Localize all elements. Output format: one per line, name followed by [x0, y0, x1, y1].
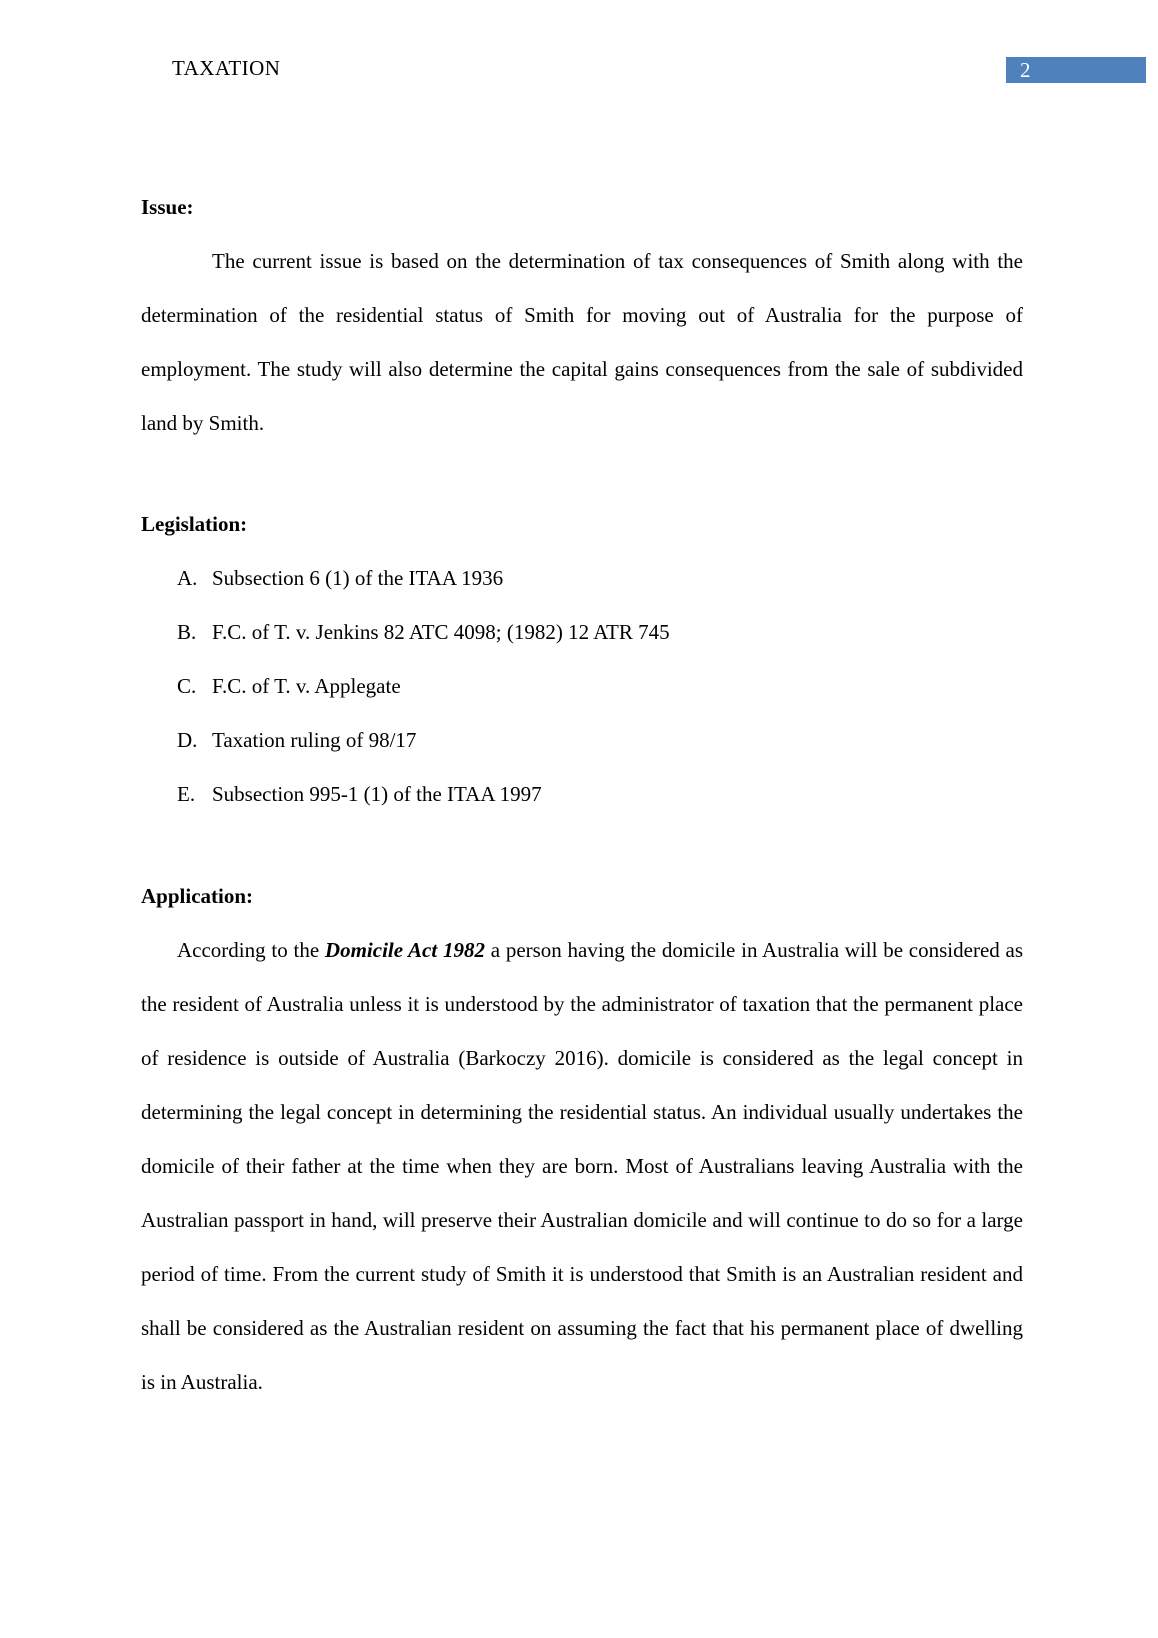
legislation-item — [141, 605, 1023, 659]
issue-paragraph: The current issue is based on the determination of tax consequences of Smith along with the determination of the residential status of Smith for moving out of Australia for the purpose of employment. The study will also determine the capital gains consequences from the sale of subdivided land by Smith. — [141, 249, 1023, 435]
list-marker: C. — [177, 674, 197, 698]
application-paragraph — [141, 923, 1023, 1409]
legislation-item — [141, 659, 1023, 713]
list-marker: D. — [177, 728, 198, 752]
legislation-item — [141, 713, 1023, 767]
issue-heading: Issue: — [141, 195, 194, 219]
legislation-list — [141, 551, 1023, 821]
legislation-item-text: Subsection 995-1 (1) of the ITAA 1997 — [212, 782, 542, 806]
legislation-item-text: Subsection 6 (1) of the ITAA 1936 — [212, 566, 504, 590]
application-lead: According to the — [177, 938, 320, 962]
act-name: Domicile Act 1982 — [324, 938, 485, 962]
list-marker: A. — [177, 566, 198, 590]
header-title: TAXATION — [172, 56, 281, 80]
legislation-item-text: F.C. of T. v. Applegate — [212, 674, 401, 698]
legislation-item — [141, 551, 1023, 605]
application-heading: Application: — [141, 884, 254, 908]
page-number: 2 — [1006, 57, 1146, 83]
list-marker: E. — [177, 782, 196, 806]
legislation-item-text: F.C. of T. v. Jenkins 82 ATC 4098; (1982) 12 ATR 745 — [212, 620, 670, 644]
document-body — [141, 180, 1023, 1409]
list-marker: B. — [177, 620, 197, 644]
application-text: a person having the domicile in Australia will be considered as the resident of Australia unless it is understood by the administrator of taxation that the permanent place of residence is outside of Australia (Barkoczy 2016). domicile is considered as the legal concept in determining the legal concept in determining the residential status. An individual usually undertakes the domicile of their father at the time when they are born. Most of Australians leaving Australia with the Australian passport in hand, will preserve their Australian domicile and will continue to do so for a large period of time. From the current study of Smith it is understood that Smith is an Australian resident and shall be considered as the Australian resident on assuming the fact that his permanent place of dwelling is in Australia. — [141, 938, 1024, 1394]
legislation-item-text: Taxation ruling of 98/17 — [212, 728, 417, 752]
legislation-item — [141, 767, 1023, 821]
legislation-heading: Legislation: — [141, 512, 248, 536]
